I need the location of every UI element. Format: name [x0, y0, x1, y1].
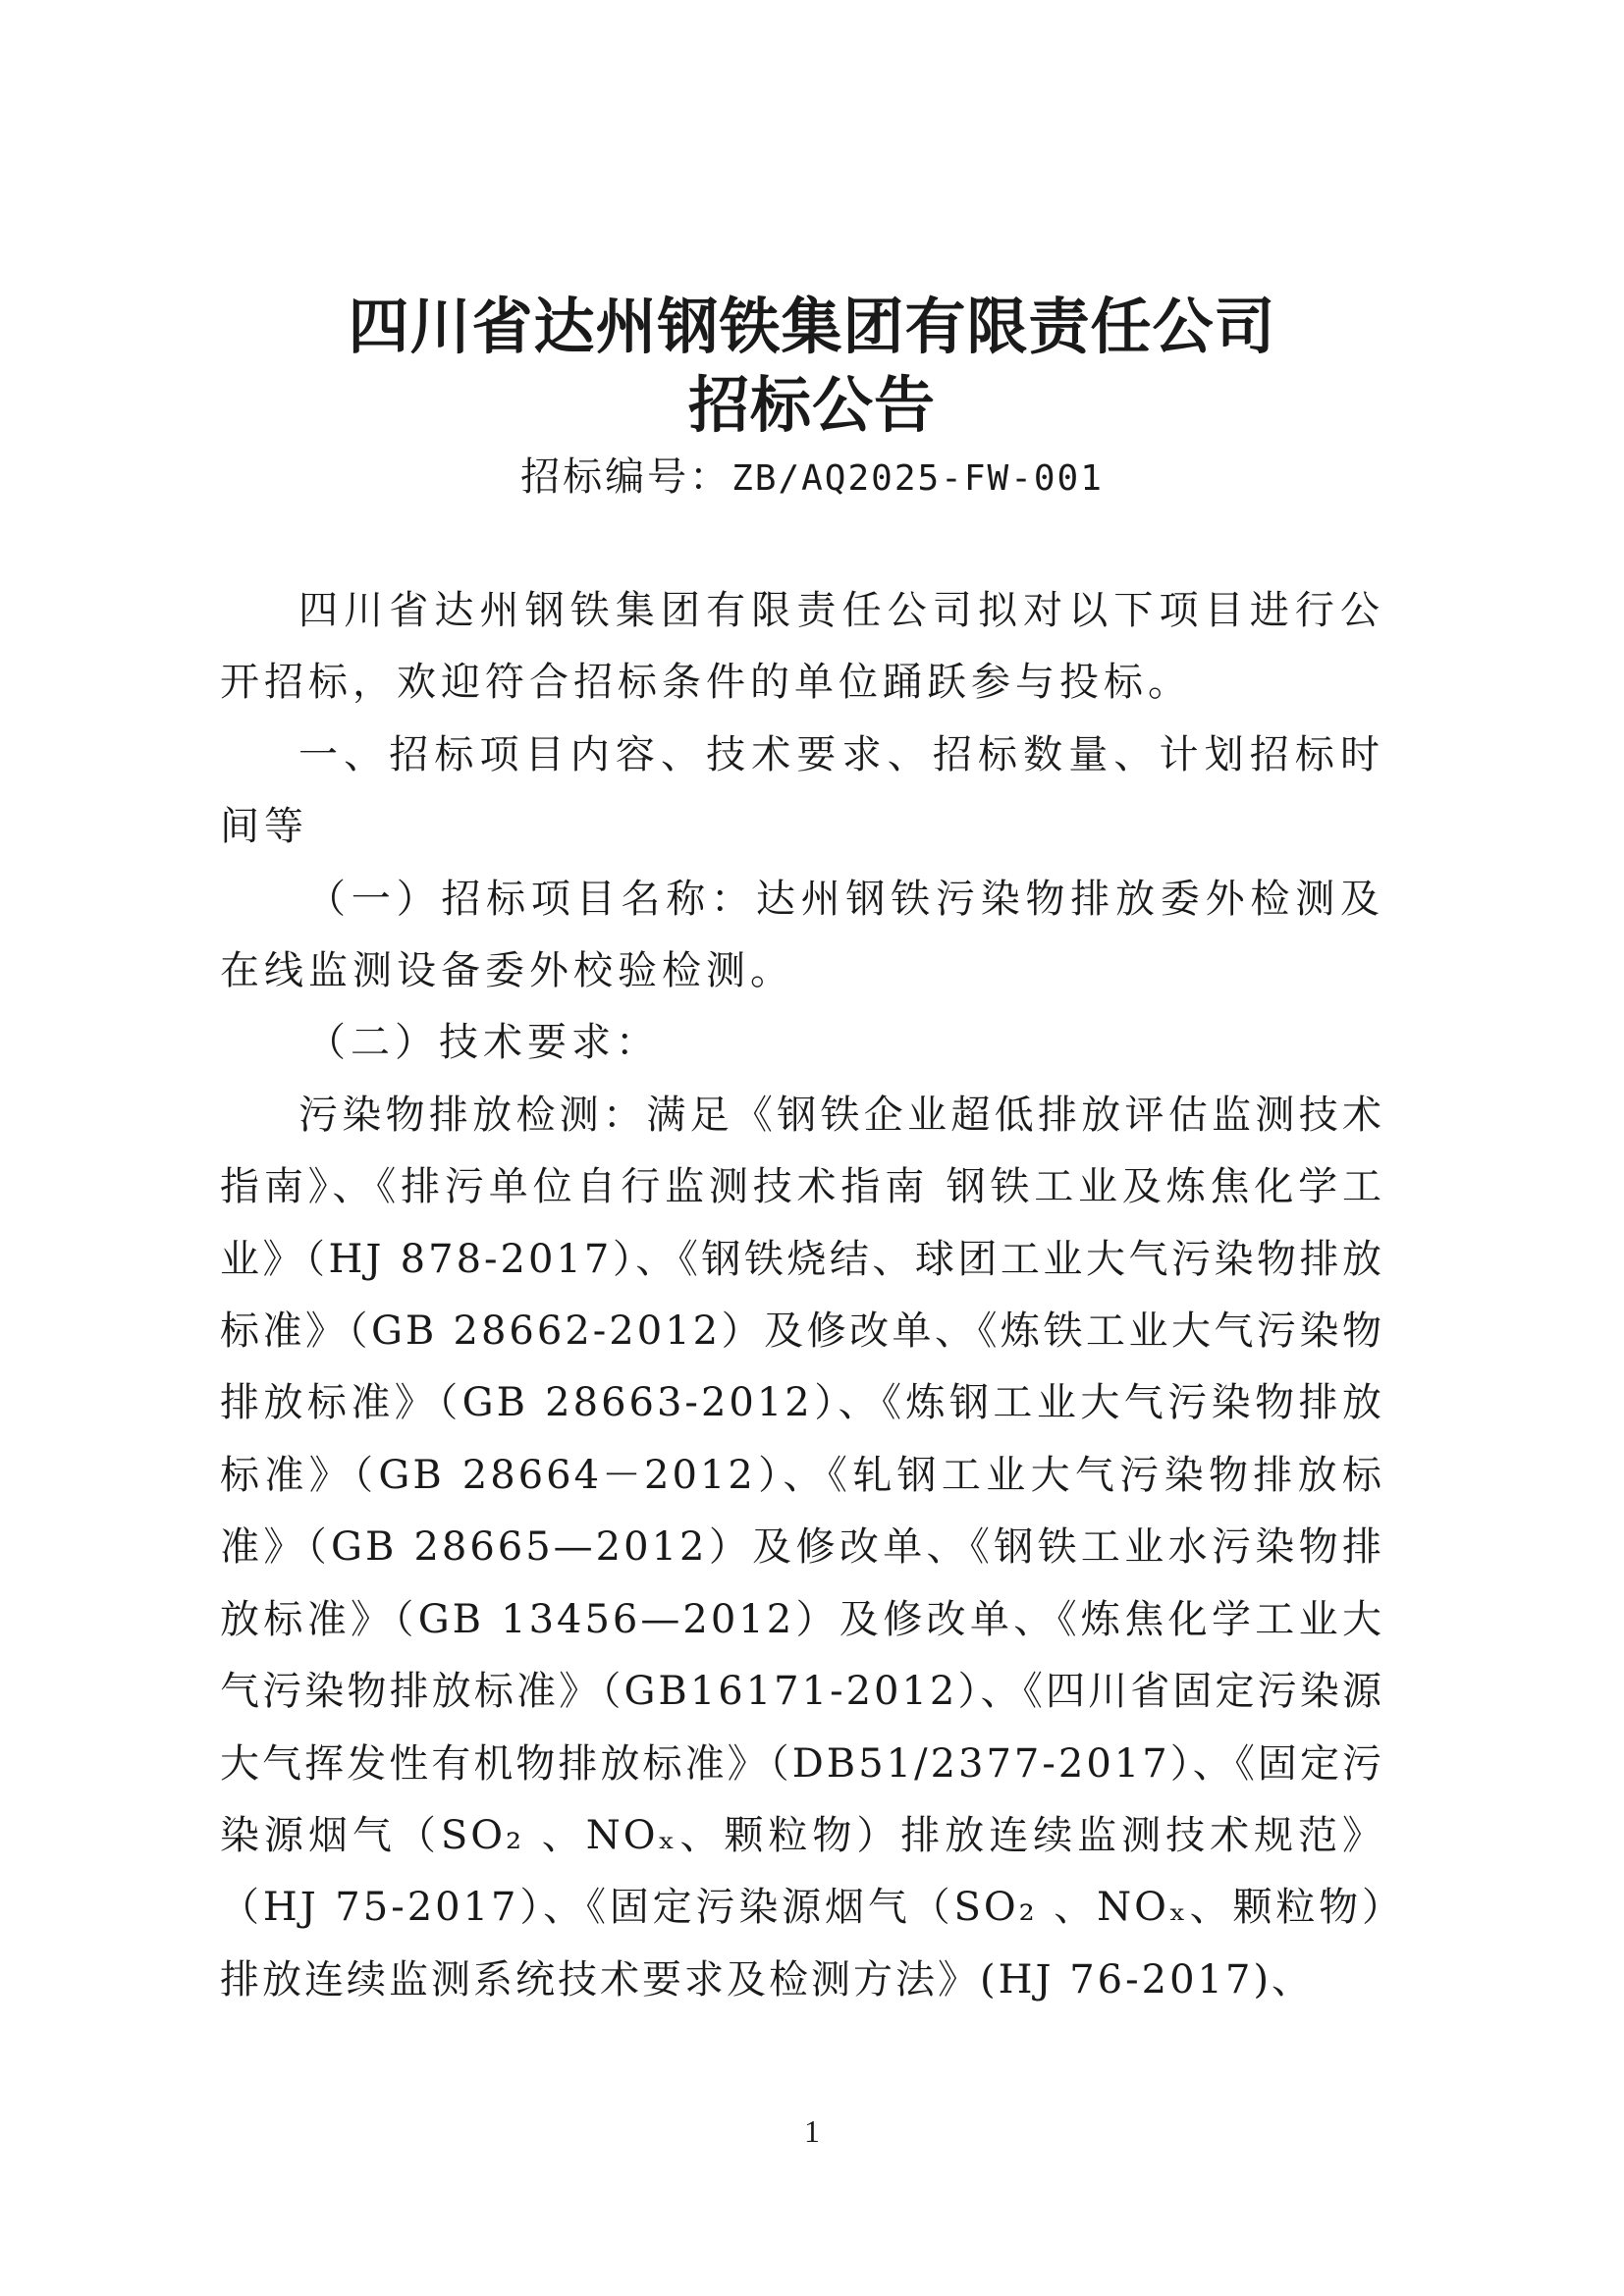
section-heading: 一、招标项目内容、技术要求、招标数量、计划招标时间等 [220, 731, 1384, 850]
bid-number-value: ZB/AQ2025-FW-001 [731, 458, 1104, 499]
document-body [220, 575, 1384, 2016]
project-name-paragraph: （一）招标项目名称：达州钢铁污染物排放委外检测及在线监测设备委外校验检测。 [220, 876, 1384, 994]
tech-requirements-heading: （二）技术要求： [306, 1020, 660, 1066]
bid-number-line [0, 454, 1624, 500]
intro-paragraph: 四川省达州钢铁集团有限责任公司拟对以下项目进行公开招标，欢迎符合招标条件的单位踊跃参与投标。 [220, 588, 1384, 706]
page-number: 1 [804, 2113, 820, 2149]
company-title: 四川省达州钢铁集团有限责任公司 [348, 291, 1276, 362]
emission-testing-paragraph: 污染物排放检测：满足《钢铁企业超低排放评估监测技术指南》、《排污单位自行监测技术指南 钢铁工业及炼焦化学工业》（HJ 878-2017）、《钢铁烧结、球团工业大气污染物排放标准》（GB 28662-2012）及修改单、《炼铁工业大气污染物排放标准》（GB 28663-2012）、《炼钢工业大气污染物排放标准》（GB 28664－2012）、《轧钢工业大气污染物排放标准》（GB 28665—2012）及修改单、《钢铁工业水污染物排放标准》（GB 13456—2012）及修改单、《炼焦化学工业大气污染物排放标准》（GB16171-2012）、《四川省固定污染源大气挥发性有机物排放标准》（DB51/2377-2017）、《固定污染源烟气（SO₂ 、NOₓ、颗粒物）排放连续监测技术规范》（HJ 75-2017）、《固定污染源烟气（SO₂ 、NOₓ、颗粒物）排放连续监测系统技术要求及检测方法》(HJ 76-2017)、 [220, 1092, 1384, 2002]
bid-number-label: 招标编号： [520, 454, 732, 500]
document-title: 招标公告 [687, 369, 936, 441]
